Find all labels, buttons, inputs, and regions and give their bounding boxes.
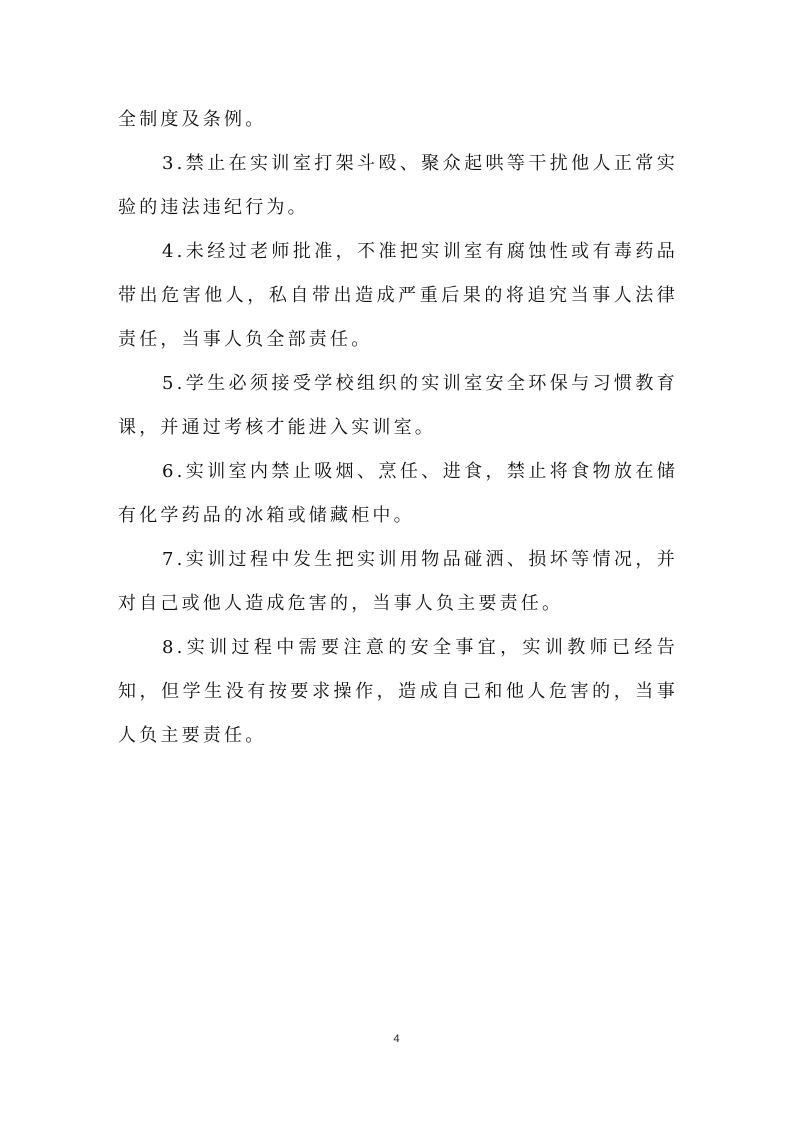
- paragraph-rule-3: 3.禁止在实训室打架斗殴、聚众起哄等干扰他人正常实验的违法违纪行为。: [118, 153, 678, 218]
- paragraph-rule-8: 8.实训过程中需要注意的安全事宜，实训教师已经告知，但学生没有按要求操作，造成自己和他人危害的，当事人负主要责任。: [118, 637, 678, 746]
- paragraph-rule-6: 6.实训室内禁止吸烟、烹任、进食，禁止将食物放在储有化学药品的冰箱或储藏柜中。: [118, 461, 678, 526]
- paragraph-rule-5: 5.学生必须接受学校组织的实训室安全环保与习惯教育课，并通过考核才能进入实训室。: [118, 373, 678, 438]
- page-number: 4: [393, 1033, 400, 1045]
- paragraph-rule-4: 4.未经过老师批准，不准把实训室有腐蚀性或有毒药品带出危害他人，私自带出造成严重后果的将追究当事人法律责任，当事人负全部责任。: [118, 241, 678, 350]
- paragraph-continuation: 全制度及条例。: [118, 109, 267, 130]
- paragraph-rule-7: 7.实训过程中发生把实训用物品碰洒、损坏等情况，并对自己或他人造成危害的，当事人负主要责任。: [118, 549, 678, 614]
- document-body: [118, 98, 678, 758]
